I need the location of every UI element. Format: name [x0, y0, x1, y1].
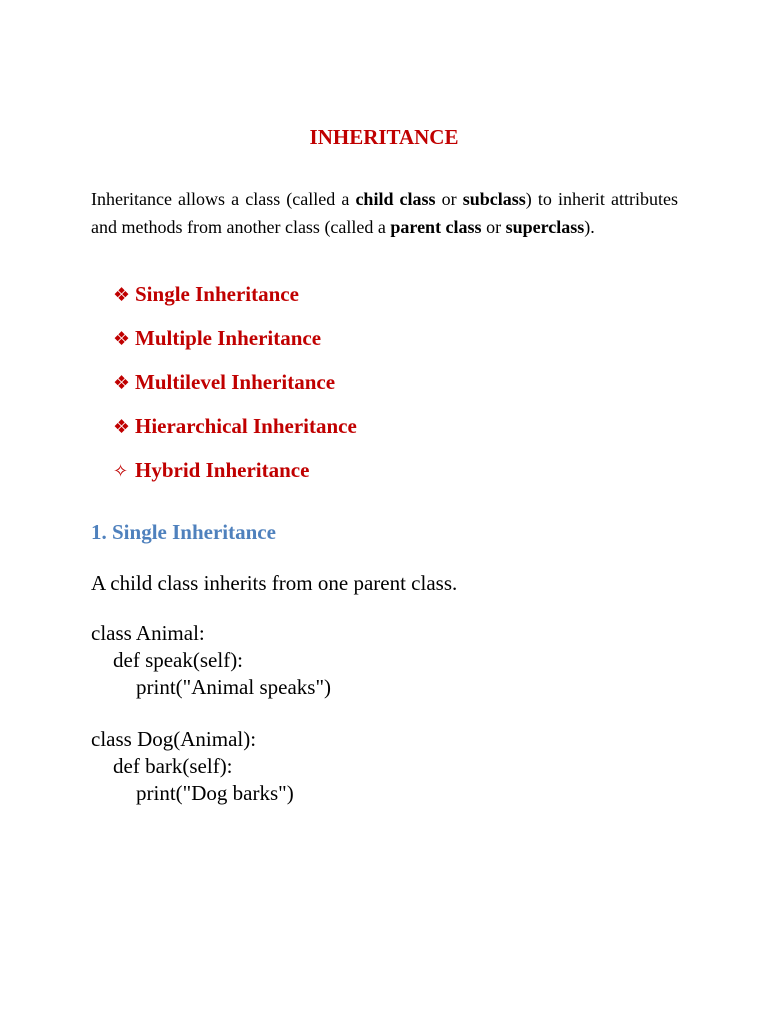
page-title: INHERITANCE: [309, 125, 459, 149]
list-item-label: Hierarchical Inheritance: [135, 414, 357, 438]
intro-text: or: [435, 189, 463, 209]
list-item-single: [113, 282, 357, 326]
code-line: def speak(self):: [113, 648, 244, 672]
intro-text: ) to inherit attributes and methods from another class (called a: [91, 189, 679, 237]
intro-paragraph: [91, 186, 678, 241]
list-item-label: Multilevel Inheritance: [135, 370, 336, 394]
list-item-hybrid: [113, 458, 357, 502]
list-item-label: Hybrid Inheritance: [135, 458, 310, 482]
list-item-label: Multiple Inheritance: [135, 326, 322, 350]
section-description: A child class inherits from one parent class.: [91, 571, 458, 595]
outline-diamond-bullet-icon: ✧: [113, 461, 129, 482]
term-subclass: subclass: [462, 189, 526, 209]
diamond-bullet-icon: ❖: [113, 328, 131, 350]
code-block-animal: [91, 620, 331, 701]
diamond-bullet-icon: ❖: [113, 416, 131, 438]
term-parent-class: parent class: [390, 216, 482, 237]
section-heading: 1. Single Inheritance: [91, 520, 276, 544]
code-block-dog: [91, 726, 294, 807]
code-line: class Dog(Animal):: [91, 727, 257, 751]
diamond-bullet-icon: ❖: [113, 372, 131, 394]
diamond-bullet-icon: ❖: [113, 284, 131, 306]
intro-text: or: [481, 216, 506, 237]
term-child-class: child class: [355, 189, 436, 209]
list-item-label: Single Inheritance: [135, 282, 299, 306]
code-line: class Animal:: [91, 621, 205, 645]
intro-text: ).: [584, 216, 595, 237]
code-line: print("Dog barks"): [136, 781, 294, 805]
code-line: print("Animal speaks"): [136, 675, 332, 699]
list-item-multilevel: [113, 370, 357, 414]
intro-text: Inheritance allows a class (called a: [91, 189, 356, 209]
list-item-multiple: [113, 326, 357, 370]
list-item-hierarchical: [113, 414, 357, 458]
code-line: def bark(self):: [113, 754, 233, 778]
term-superclass: superclass: [505, 216, 585, 237]
inheritance-types-list: [113, 282, 357, 502]
